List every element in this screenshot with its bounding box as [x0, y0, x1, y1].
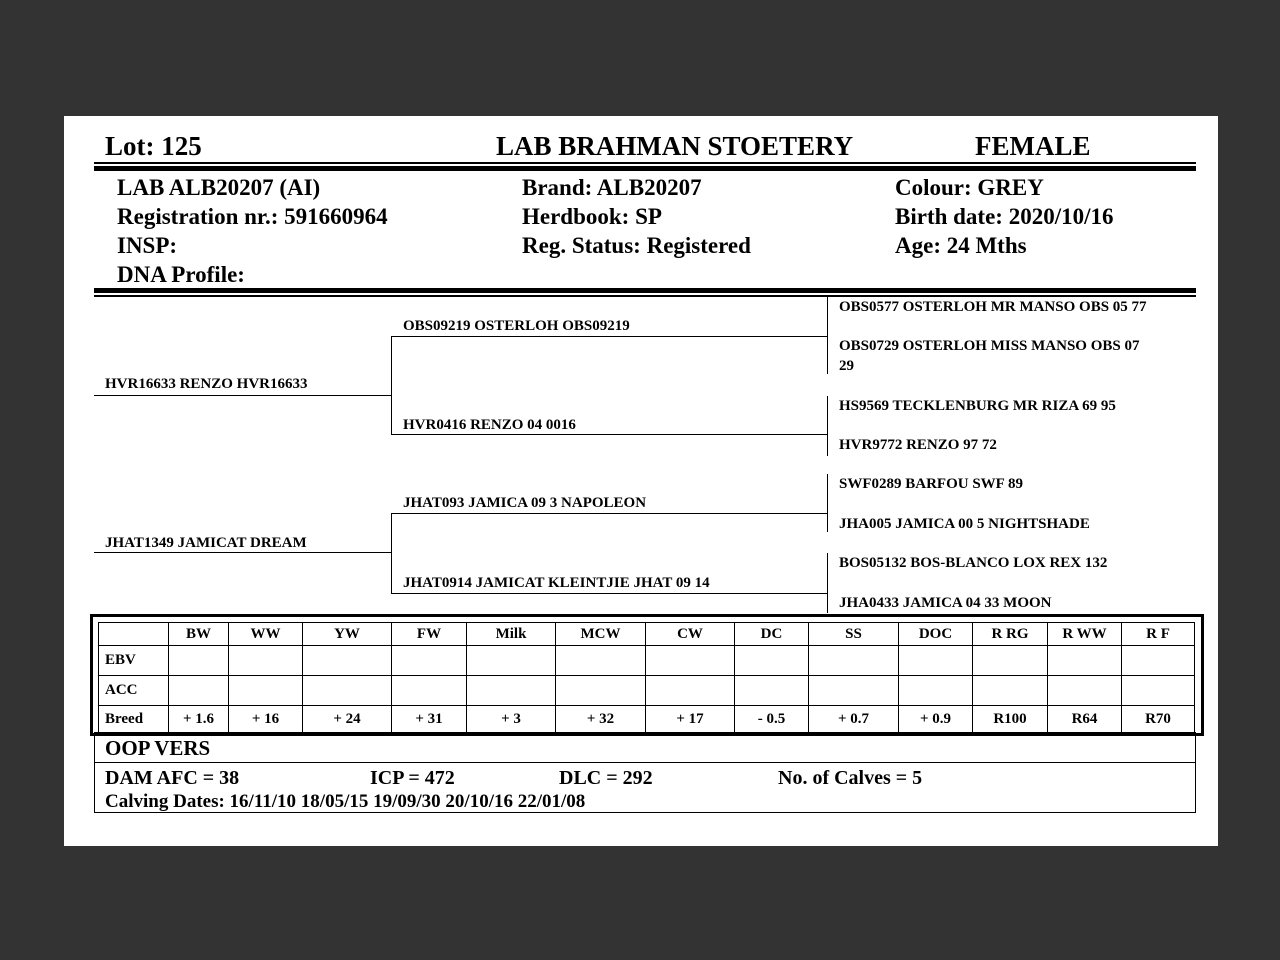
ebv-cell: + 17 [646, 706, 735, 734]
pedigree-dam-dam: JHAT0914 JAMICAT KLEINTJIE JHAT 09 14 [403, 575, 710, 591]
header-rule-thick [94, 166, 1196, 171]
ebv-col-header: WW [229, 623, 303, 646]
ebv-cell: + 0.7 [809, 706, 899, 734]
dna-profile-label: DNA Profile: [117, 262, 245, 287]
pedigree-line [94, 395, 391, 396]
ebv-cell: + 24 [303, 706, 392, 734]
pedigree-sire-sire: OBS09219 OSTERLOH OBS09219 [403, 318, 630, 334]
ebv-cell [973, 676, 1048, 706]
insp-label: INSP: [117, 233, 178, 258]
ebv-cell [735, 646, 809, 676]
ebv-row-label: EBV [99, 646, 169, 676]
ebv-col-header: Milk [467, 623, 556, 646]
pedigree-gg-2: OBS0729 OSTERLOH MISS MANSO OBS 07 [839, 338, 1140, 354]
pedigree-gg-3: HS9569 TECKLENBURG MR RIZA 69 95 [839, 398, 1116, 414]
ebv-cell: + 0.9 [899, 706, 973, 734]
ebv-cell [899, 646, 973, 676]
ebv-col-header: DOC [899, 623, 973, 646]
pedigree-dam-sire: JHAT093 JAMICA 09 3 NAPOLEON [403, 495, 647, 511]
pedigree-line [94, 552, 391, 553]
dam-stats-divider [94, 762, 1196, 763]
pedigree-connector [391, 336, 392, 434]
pedigree-gg-6: JHA005 JAMICA 00 5 NIGHTSHADE [839, 516, 1090, 532]
ebv-col-header: CW [646, 623, 735, 646]
ebv-cell [809, 676, 899, 706]
pedigree-connector [827, 474, 828, 532]
ebv-cell [229, 676, 303, 706]
pedigree-gg-2-cont: 29 [839, 358, 854, 374]
ebv-col-header: DC [735, 623, 809, 646]
ebv-cell: + 1.6 [169, 706, 229, 734]
sex-label: FEMALE [975, 131, 1091, 161]
ebv-cell [809, 646, 899, 676]
ebv-cell [169, 676, 229, 706]
registration-number: Registration nr.: 591660964 [117, 204, 388, 229]
ebv-cell: R64 [1048, 706, 1122, 734]
ebv-cell [1122, 646, 1195, 676]
lot-card [64, 116, 1218, 846]
reg-status: Reg. Status: Registered [522, 233, 751, 258]
ebv-cell: - 0.5 [735, 706, 809, 734]
pedigree-line [391, 593, 827, 594]
dam-icp: ICP = 472 [370, 767, 455, 789]
ebv-cell [467, 646, 556, 676]
ebv-cell: + 16 [229, 706, 303, 734]
lot-number: Lot: 125 [105, 131, 202, 161]
birth-date: Birth date: 2020/10/16 [895, 204, 1114, 229]
ebv-table [98, 622, 1195, 734]
pedigree-gg-4: HVR9772 RENZO 97 72 [839, 437, 997, 453]
ebv-cell [169, 646, 229, 676]
ebv-col-header: MCW [556, 623, 646, 646]
ebv-col-header: YW [303, 623, 392, 646]
ebv-cell [1048, 676, 1122, 706]
breeder-name: LAB BRAHMAN STOETERY [496, 131, 854, 161]
herdbook: Herdbook: SP [522, 204, 662, 229]
pedigree-dam: JHAT1349 JAMICAT DREAM [105, 535, 307, 551]
ebv-cell [899, 676, 973, 706]
ebv-row-breed [99, 706, 1195, 734]
ebv-cell [1122, 676, 1195, 706]
ebv-col-header: R F [1122, 623, 1195, 646]
pedigree-line [391, 336, 827, 337]
calving-dates: Calving Dates: 16/11/10 18/05/15 19/09/30 20/10/16 22/01/08 [105, 791, 586, 812]
ebv-cell [392, 676, 467, 706]
ebv-col-header: BW [169, 623, 229, 646]
ebv-row-ebv [99, 646, 1195, 676]
ebv-cell [229, 646, 303, 676]
pedigree-connector [391, 513, 392, 593]
ebv-cell: + 3 [467, 706, 556, 734]
ebv-col-header: FW [392, 623, 467, 646]
ebv-col-header: R WW [1048, 623, 1122, 646]
pedigree-connector [827, 396, 828, 456]
ebv-cell [556, 646, 646, 676]
pedigree-gg-7: BOS05132 BOS-BLANCO LOX REX 132 [839, 555, 1108, 571]
dam-afc: DAM AFC = 38 [105, 767, 240, 789]
colour: Colour: GREY [895, 175, 1044, 200]
ebv-cell: + 32 [556, 706, 646, 734]
pedigree-connector [827, 553, 828, 613]
ebv-cell: R70 [1122, 706, 1195, 734]
pedigree-gg-8: JHA0433 JAMICA 04 33 MOON [839, 595, 1052, 611]
pedigree-line [391, 513, 827, 514]
ebv-cell [646, 646, 735, 676]
ebv-row-label: Breed [99, 706, 169, 734]
ebv-row-label: ACC [99, 676, 169, 706]
dam-dlc: DLC = 292 [559, 767, 653, 789]
pedigree-gg-5: SWF0289 BARFOU SWF 89 [839, 476, 1024, 492]
info-rule-thin [94, 295, 1196, 297]
ebv-cell: + 31 [392, 706, 467, 734]
pedigree-sire: HVR16633 RENZO HVR16633 [105, 376, 308, 392]
pedigree-sire-dam: HVR0416 RENZO 04 0016 [403, 417, 576, 433]
ebv-cell [392, 646, 467, 676]
ebv-cell [735, 676, 809, 706]
animal-name: LAB ALB20207 (AI) [117, 175, 321, 200]
ebv-cell [973, 646, 1048, 676]
pedigree-connector [827, 296, 828, 374]
pedigree-line [391, 434, 827, 435]
ebv-cell [467, 676, 556, 706]
ebv-cell [303, 676, 392, 706]
ebv-header-row [99, 623, 1195, 646]
ebv-corner [99, 623, 169, 646]
pedigree-gg-1: OBS0577 OSTERLOH MR MANSO OBS 05 77 [839, 299, 1147, 315]
ebv-cell: R100 [973, 706, 1048, 734]
ebv-col-header: R RG [973, 623, 1048, 646]
ebv-cell [556, 676, 646, 706]
ebv-cell [303, 646, 392, 676]
info-rule-thick [94, 288, 1196, 293]
brand: Brand: ALB20207 [522, 175, 702, 200]
dam-calves: No. of Calves = 5 [778, 767, 923, 789]
ebv-cell [1048, 646, 1122, 676]
header-rule-thin [94, 162, 1196, 164]
oop-label: OOP VERS [105, 736, 211, 760]
ebv-cell [646, 676, 735, 706]
ebv-row-acc [99, 676, 1195, 706]
ebv-col-header: SS [809, 623, 899, 646]
age: Age: 24 Mths [895, 233, 1027, 258]
